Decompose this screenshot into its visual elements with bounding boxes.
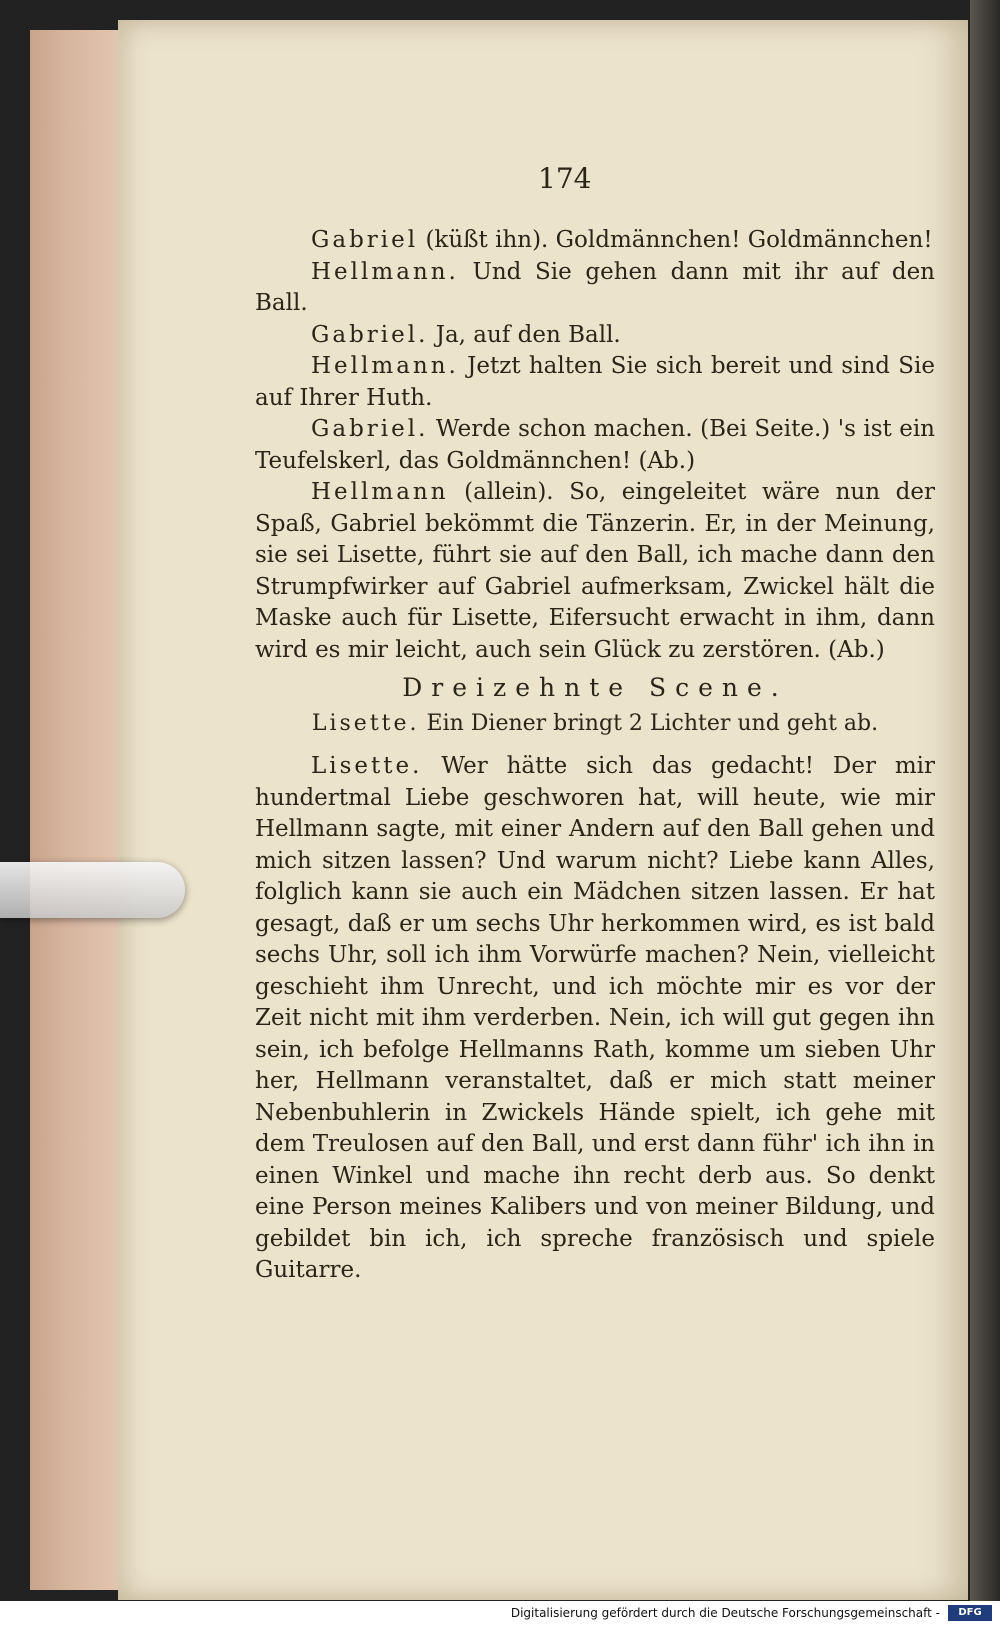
book-page-edges <box>30 30 130 1590</box>
speaker-name: Gabriel. <box>311 321 429 348</box>
dialogue-text: Und Sie gehen dann mit ihr auf den Ball. <box>255 258 935 316</box>
dialogue-line <box>255 320 935 352</box>
speaker-name: Lisette. <box>311 753 423 779</box>
page-text <box>255 225 935 1287</box>
monologue-text: Wer hätte sich das gedacht! Der mir hundertmal Liebe geschworen hat, will heute, wie mir Hellmann sagte, mit einer Andern auf den Ball gehen und mich sitzen lassen? Und warum nicht? Liebe kann Alles, folglich kann sie auch ein Mädchen sitzen lassen. Er hat gesagt, daß er um sechs Uhr herkommen wird, es ist bald sechs Uhr, soll ich ihm Vorwürfe machen? Nein, vielleicht geschieht ihm Unrecht, und ich möchte mir es vor der Zeit nicht mit ihm verderben. Nein, ich will gut gegen ihn sein, ich befolge Hellmanns Rath, komme um sieben Uhr her, Hellmann veranstaltet, daß er mich statt meiner Nebenbuhlerin in Zwickels Hände spielt, ich gehe mit dem Treulosen auf den Ball, und erst dann führ' ich ihn in einen Winkel und mache ihn recht derb aus. So denkt eine Person meines Kalibers und von meiner Bildung, und gebildet bin ich, ich spreche französisch und spiele Guitarre. <box>255 753 935 1283</box>
dialogue-line <box>255 225 935 257</box>
dialogue-line <box>255 257 935 320</box>
footer-credit: Digitalisierung gefördert durch die Deutsche Forschungsgemeinschaft - <box>0 1601 1000 1625</box>
speaker-name: Gabriel. <box>311 416 429 442</box>
dialogue-text: (allein). So, eingeleitet wäre nun der Spaß, Gabriel bekömmt die Tänzerin. Er, in der Meinung, sie sei Lisette, führt sie auf den Ball, ich mache dann den Strumpfwirker auf Gabriel aufmerksam, Zwickel hält die Maske auch für Lisette, Eifersucht erwacht in ihm, dann wird es mir leicht, auch sein Glück zu zerstören. (Ab.) <box>255 479 935 663</box>
viewer-scroll-handle[interactable] <box>0 862 185 918</box>
speaker-name: Hellmann <box>311 479 449 505</box>
dialogue-text: (küßt ihn). Goldmännchen! Goldmännchen! <box>418 227 933 253</box>
speaker-name: Gabriel <box>311 227 419 253</box>
scene-heading: Dreizehnte Scene. <box>402 673 788 702</box>
stage-direction-text: Ein Diener bringt 2 Lichter und geht ab. <box>419 710 879 736</box>
dialogue-line <box>255 351 935 414</box>
dialogue-text: Ja, auf den Ball. <box>428 321 621 348</box>
stage-direction <box>255 708 935 740</box>
speaker-name: Hellmann. <box>311 258 459 285</box>
page-number: 174 <box>538 162 592 195</box>
book-spine-shadow <box>970 0 1000 1625</box>
dialogue-text: Jetzt halten Sie sich bereit und sind Sie auf Ihrer Huth. <box>255 353 935 411</box>
speaker-name: Hellmann. <box>311 353 459 379</box>
dialogue-line <box>255 477 935 666</box>
speaker-name: Lisette. <box>311 710 420 736</box>
dfg-logo: DFG <box>948 1605 992 1621</box>
dialogue-text: Werde schon machen. (Bei Seite.) 's ist ein Teufelskerl, das Goldmännchen! (Ab.) <box>255 416 935 474</box>
monologue <box>255 751 935 1287</box>
dialogue-line <box>255 414 935 477</box>
